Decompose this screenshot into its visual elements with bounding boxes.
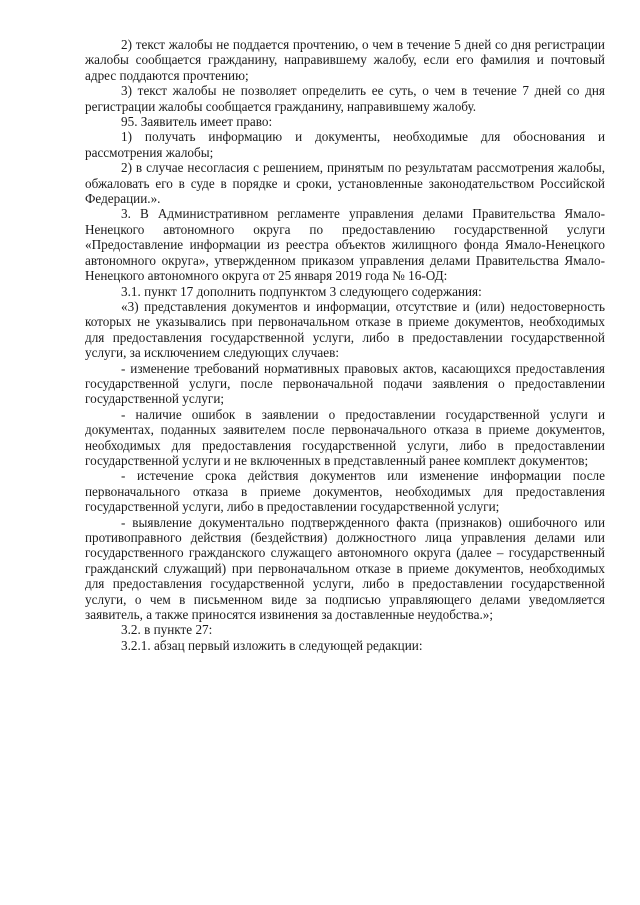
paragraph-exception-4: - выявление документально подтвержденного факта (признаков) ошибочного или противоправного действия (бездействия) должностного лица управления делами или государственного гражданского служащего автономного округа (далее – государственный гражданский служащий) при первоначальном отказе в приеме документов, необходимых для предоставления государственной услуги, либо в предоставлении государственной услуги, о чем в письменном виде за подписью управляющего делами уведомляется заявитель, а также приносятся извинения за доставленные неудобства.»; (85, 514, 605, 623)
paragraph-item-3-2: 3.2. в пункте 27: (121, 622, 213, 638)
paragraph-subitem-2: 2) текст жалобы не поддается прочтению, о чем в течение 5 дней со дня регистрации жалобы сообщается гражданину, направившему жалобу, если его фамилия и почтовый адрес поддаются прочтению; (85, 37, 605, 83)
paragraph-item-95: 95. Заявитель имеет право: (121, 114, 273, 130)
paragraph-exception-2: - наличие ошибок в заявлении о предоставлении государственной услуги и документах, поданных заявителем после первоначального отказа в приеме документов, необходимых для предоставления государственной услуги, либо в предоставлении государственной услуги и не включенных в представленный ранее комплект документов; (85, 406, 605, 468)
paragraph-right-1: 1) получать информацию и документы, необходимые для обоснования и рассмотрения жалобы; (85, 129, 605, 160)
paragraph-right-2: 2) в случае несогласия с решением, принятым по результатам рассмотрения жалобы, обжаловать его в суде в порядке и сроки, установленные законодательством Российской Федерации.». (85, 160, 605, 207)
paragraph-item-3-1: 3.1. пункт 17 дополнить подпунктом 3 следующего содержания: (121, 283, 482, 299)
document-body (85, 37, 605, 653)
paragraph-exception-1: - изменение требований нормативных правовых актов, касающихся предоставления государственной услуги, после первоначальной подачи заявления о предоставлении государственной услуги; (85, 360, 605, 407)
paragraph-exception-3: - истечение срока действия документов или изменение информации после первоначального отказа в приеме документов, необходимых для предоставления государственной услуги, либо в предоставлении государственной услуги; (85, 468, 605, 515)
paragraph-quoted-subitem-3: «3) представления документов и информации, отсутствие и (или) недостоверность которых не указывались при первоначальном отказе в приеме документов, необходимых для предоставления государственной услуги, либо в предоставлении государственной услуги, за исключением следующих случаев: (85, 298, 605, 361)
paragraph-item-3-2-1: 3.2.1. абзац первый изложить в следующей редакции: (121, 637, 423, 653)
paragraph-item-3: 3. В Административном регламенте управления делами Правительства Ямало-Ненецкого автономного округа по предоставлению государственной услуги «Предоставление информации из реестра объектов жилищного фонда Ямало-Ненецкого автономного округа», утвержденном приказом управления делами Правительства Ямало-Ненецкого автономного округа от 25 января 2019 года № 16-ОД: (85, 206, 605, 284)
paragraph-subitem-3: 3) текст жалобы не позволяет определить ее суть, о чем в течение 7 дней со дня регистрации жалобы сообщается гражданину, направившему жалобу. (85, 83, 605, 114)
